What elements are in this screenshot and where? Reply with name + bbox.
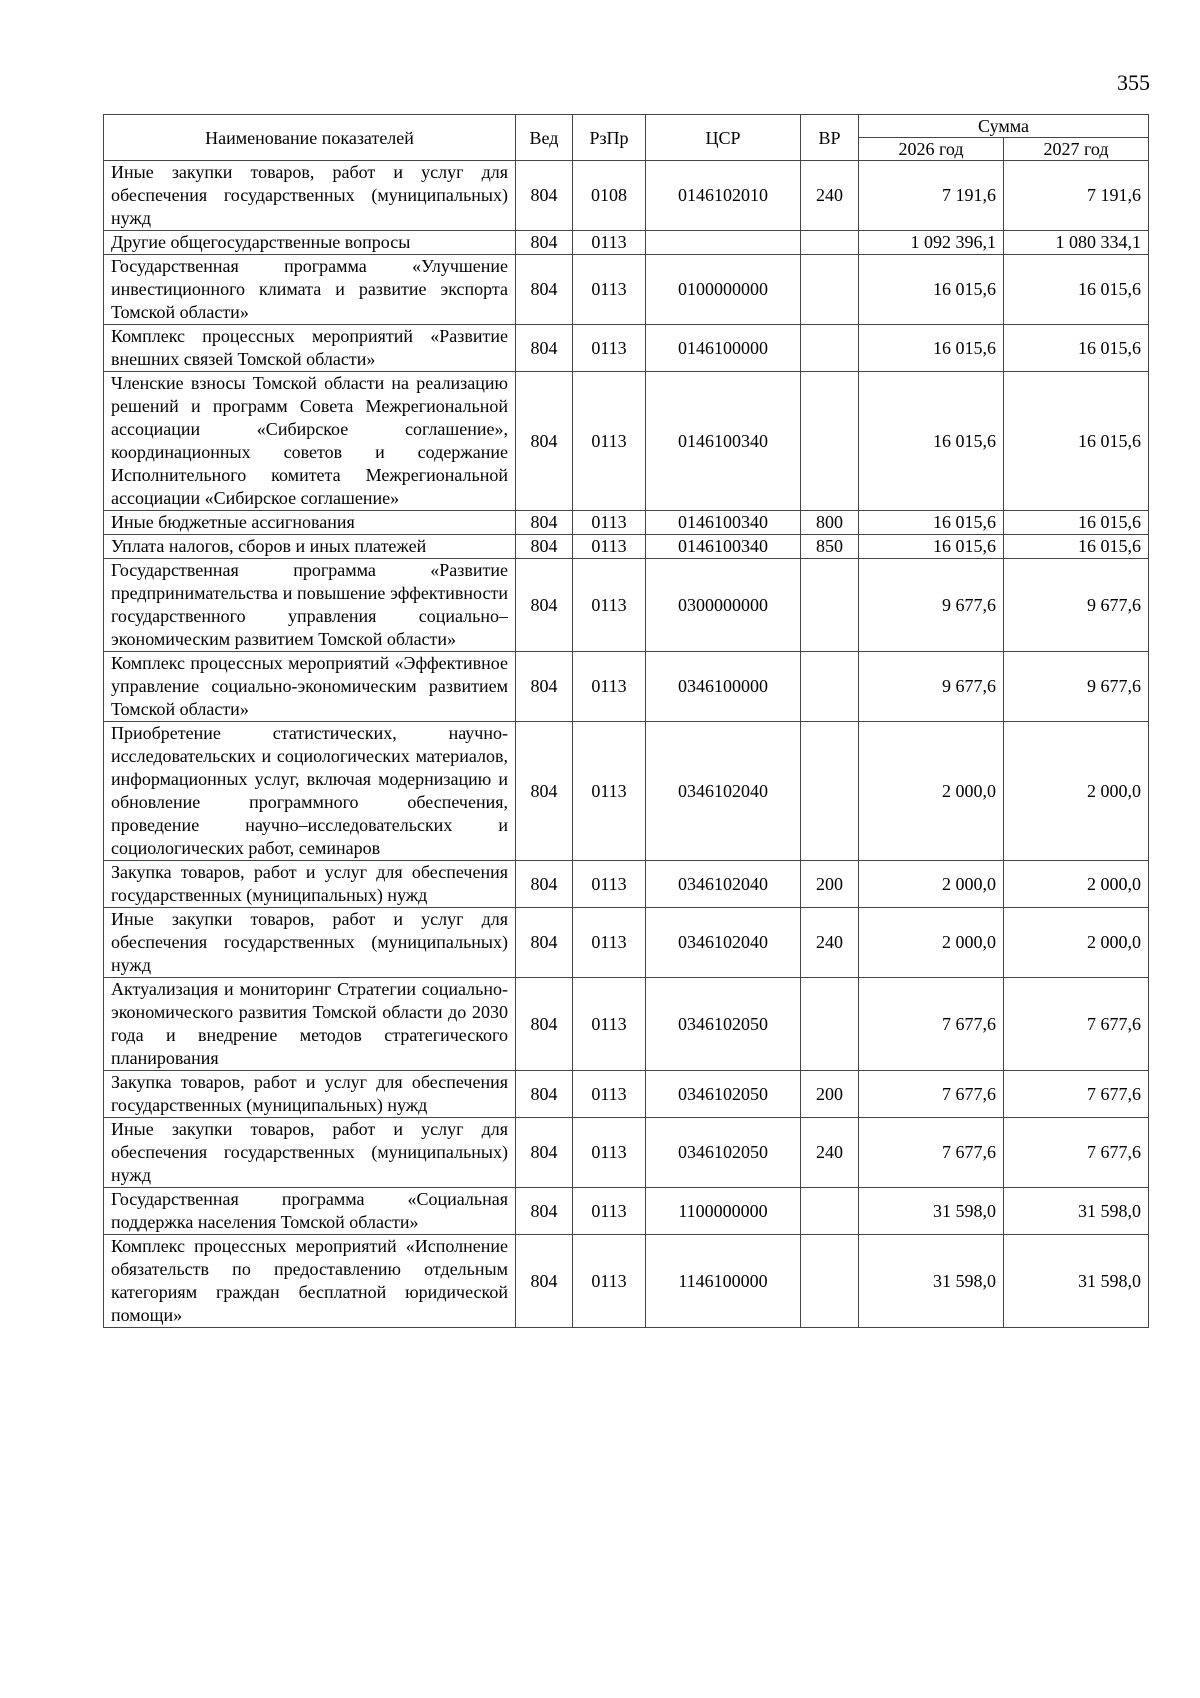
ved-cell: 804 [516, 908, 573, 978]
table-row [104, 511, 1149, 535]
rzpr-cell: 0113 [573, 1118, 646, 1188]
ved-cell: 804 [516, 861, 573, 908]
table-row [104, 978, 1149, 1071]
amount-2026-cell: 16 015,6 [859, 325, 1004, 372]
vr-cell [801, 231, 859, 255]
vr-cell: 240 [801, 1118, 859, 1188]
amount-2026-cell: 16 015,6 [859, 535, 1004, 559]
amount-2027-cell: 9 677,6 [1004, 652, 1149, 722]
indicator-name: Комплекс процессных мероприятий «Развитие внешних связей Томской области» [104, 325, 516, 372]
ved-cell: 804 [516, 1188, 573, 1235]
amount-2027-cell: 31 598,0 [1004, 1188, 1149, 1235]
ved-cell: 804 [516, 978, 573, 1071]
rzpr-cell: 0113 [573, 325, 646, 372]
header-vr: ВР [801, 115, 859, 161]
rzpr-cell: 0108 [573, 161, 646, 231]
table-row [104, 1118, 1149, 1188]
csr-cell: 0346102040 [646, 722, 801, 861]
amount-2026-cell: 9 677,6 [859, 652, 1004, 722]
table-row [104, 1188, 1149, 1235]
indicator-name: Закупка товаров, работ и услуг для обеспечения государственных (муниципальных) нужд [104, 1071, 516, 1118]
amount-2026-cell: 7 677,6 [859, 978, 1004, 1071]
rzpr-cell: 0113 [573, 559, 646, 652]
ved-cell: 804 [516, 1118, 573, 1188]
header-sum: Сумма [859, 115, 1149, 138]
amount-2027-cell: 2 000,0 [1004, 722, 1149, 861]
csr-cell: 0146100000 [646, 325, 801, 372]
amount-2026-cell: 1 092 396,1 [859, 231, 1004, 255]
csr-cell: 0346100000 [646, 652, 801, 722]
ved-cell: 804 [516, 652, 573, 722]
amount-2027-cell: 2 000,0 [1004, 861, 1149, 908]
rzpr-cell: 0113 [573, 1071, 646, 1118]
amount-2027-cell: 9 677,6 [1004, 559, 1149, 652]
indicator-name: Другие общегосударственные вопросы [104, 231, 516, 255]
header-2027: 2027 год [1004, 138, 1149, 161]
csr-cell: 1100000000 [646, 1188, 801, 1235]
amount-2027-cell: 7 677,6 [1004, 1071, 1149, 1118]
csr-cell: 1146100000 [646, 1235, 801, 1328]
table-row [104, 161, 1149, 231]
page-number: 355 [1117, 70, 1150, 95]
amount-2026-cell: 31 598,0 [859, 1235, 1004, 1328]
csr-cell: 0146100340 [646, 372, 801, 511]
ved-cell: 804 [516, 1235, 573, 1328]
rzpr-cell: 0113 [573, 1188, 646, 1235]
indicator-name: Приобретение статистических, научно-исследовательских и социологических материалов, информационных услуг, включая модернизацию и обновление программного обеспечения, проведение научно–исследовательских и социологических работ, семинаров [104, 722, 516, 861]
rzpr-cell: 0113 [573, 1235, 646, 1328]
vr-cell [801, 255, 859, 325]
table-body [104, 161, 1149, 1328]
indicator-name: Иные закупки товаров, работ и услуг для обеспечения государственных (муниципальных) нужд [104, 1118, 516, 1188]
rzpr-cell: 0113 [573, 861, 646, 908]
vr-cell: 850 [801, 535, 859, 559]
vr-cell [801, 372, 859, 511]
csr-cell [646, 231, 801, 255]
indicator-name: Комплекс процессных мероприятий «Исполнение обязательств по предоставлению отдельным категориям граждан бесплатной юридической помощи» [104, 1235, 516, 1328]
vr-cell [801, 1235, 859, 1328]
vr-cell: 200 [801, 1071, 859, 1118]
indicator-name: Закупка товаров, работ и услуг для обеспечения государственных (муниципальных) нужд [104, 861, 516, 908]
csr-cell: 0346102050 [646, 978, 801, 1071]
table-row [104, 861, 1149, 908]
rzpr-cell: 0113 [573, 231, 646, 255]
amount-2027-cell: 16 015,6 [1004, 255, 1149, 325]
header-2026: 2026 год [859, 138, 1004, 161]
indicator-name: Комплекс процессных мероприятий «Эффективное управление социально-экономическим развитием Томской области» [104, 652, 516, 722]
vr-cell: 240 [801, 908, 859, 978]
vr-cell [801, 559, 859, 652]
ved-cell: 804 [516, 325, 573, 372]
csr-cell: 0346102050 [646, 1118, 801, 1188]
table-header [104, 115, 1149, 161]
vr-cell [801, 652, 859, 722]
table-row [104, 652, 1149, 722]
vr-cell [801, 1188, 859, 1235]
indicator-name: Актуализация и мониторинг Стратегии социально-экономического развития Томской области до 2030 года и внедрение методов стратегического планирования [104, 978, 516, 1071]
vr-cell: 800 [801, 511, 859, 535]
indicator-name: Иные закупки товаров, работ и услуг для обеспечения государственных (муниципальных) нужд [104, 161, 516, 231]
ved-cell: 804 [516, 559, 573, 652]
amount-2026-cell: 7 677,6 [859, 1071, 1004, 1118]
ved-cell: 804 [516, 722, 573, 861]
indicator-name: Государственная программа «Развитие предпринимательства и повышение эффективности государственного управления социально–экономическим развитием Томской области» [104, 559, 516, 652]
amount-2027-cell: 16 015,6 [1004, 535, 1149, 559]
ved-cell: 804 [516, 535, 573, 559]
csr-cell: 0346102050 [646, 1071, 801, 1118]
table-row [104, 372, 1149, 511]
amount-2027-cell: 7 677,6 [1004, 1118, 1149, 1188]
table-row [104, 559, 1149, 652]
vr-cell: 200 [801, 861, 859, 908]
amount-2027-cell: 2 000,0 [1004, 908, 1149, 978]
amount-2026-cell: 7 677,6 [859, 1118, 1004, 1188]
table-row [104, 255, 1149, 325]
csr-cell: 0346102040 [646, 861, 801, 908]
amount-2027-cell: 16 015,6 [1004, 372, 1149, 511]
amount-2027-cell: 31 598,0 [1004, 1235, 1149, 1328]
table-row [104, 908, 1149, 978]
amount-2027-cell: 7 677,6 [1004, 978, 1149, 1071]
amount-2026-cell: 16 015,6 [859, 511, 1004, 535]
amount-2026-cell: 16 015,6 [859, 255, 1004, 325]
indicator-name: Иные бюджетные ассигнования [104, 511, 516, 535]
amount-2026-cell: 2 000,0 [859, 722, 1004, 861]
amount-2027-cell: 16 015,6 [1004, 511, 1149, 535]
table-row [104, 535, 1149, 559]
ved-cell: 804 [516, 511, 573, 535]
rzpr-cell: 0113 [573, 372, 646, 511]
rzpr-cell: 0113 [573, 255, 646, 325]
ved-cell: 804 [516, 1071, 573, 1118]
indicator-name: Государственная программа «Социальная поддержка населения Томской области» [104, 1188, 516, 1235]
table-row [104, 1235, 1149, 1328]
rzpr-cell: 0113 [573, 978, 646, 1071]
header-ved: Вед [516, 115, 573, 161]
vr-cell [801, 978, 859, 1071]
indicator-name: Иные закупки товаров, работ и услуг для обеспечения государственных (муниципальных) нужд [104, 908, 516, 978]
amount-2026-cell: 2 000,0 [859, 861, 1004, 908]
rzpr-cell: 0113 [573, 535, 646, 559]
table-row [104, 325, 1149, 372]
csr-cell: 0146100340 [646, 511, 801, 535]
rzpr-cell: 0113 [573, 908, 646, 978]
amount-2026-cell: 7 191,6 [859, 161, 1004, 231]
csr-cell: 0146102010 [646, 161, 801, 231]
header-name: Наименование показателей [104, 115, 516, 161]
amount-2026-cell: 2 000,0 [859, 908, 1004, 978]
csr-cell: 0300000000 [646, 559, 801, 652]
vr-cell [801, 722, 859, 861]
table-row [104, 722, 1149, 861]
indicator-name: Уплата налогов, сборов и иных платежей [104, 535, 516, 559]
rzpr-cell: 0113 [573, 722, 646, 861]
rzpr-cell: 0113 [573, 511, 646, 535]
amount-2026-cell: 9 677,6 [859, 559, 1004, 652]
indicator-name: Членские взносы Томской области на реализацию решений и программ Совета Межрегиональной ассоциации «Сибирское соглашение», координационных советов и содержание Исполнительного комитета Межрегиональной ассоциации «Сибирское соглашение» [104, 372, 516, 511]
budget-table [103, 114, 1149, 1328]
amount-2027-cell: 1 080 334,1 [1004, 231, 1149, 255]
ved-cell: 804 [516, 372, 573, 511]
table-row [104, 1071, 1149, 1118]
ved-cell: 804 [516, 161, 573, 231]
header-rzpr: РзПр [573, 115, 646, 161]
header-csr: ЦСР [646, 115, 801, 161]
amount-2027-cell: 7 191,6 [1004, 161, 1149, 231]
vr-cell: 240 [801, 161, 859, 231]
csr-cell: 0346102040 [646, 908, 801, 978]
table-row [104, 231, 1149, 255]
ved-cell: 804 [516, 231, 573, 255]
amount-2027-cell: 16 015,6 [1004, 325, 1149, 372]
indicator-name: Государственная программа «Улучшение инвестиционного климата и развитие экспорта Томской области» [104, 255, 516, 325]
vr-cell [801, 325, 859, 372]
amount-2026-cell: 16 015,6 [859, 372, 1004, 511]
rzpr-cell: 0113 [573, 652, 646, 722]
ved-cell: 804 [516, 255, 573, 325]
csr-cell: 0100000000 [646, 255, 801, 325]
amount-2026-cell: 31 598,0 [859, 1188, 1004, 1235]
csr-cell: 0146100340 [646, 535, 801, 559]
